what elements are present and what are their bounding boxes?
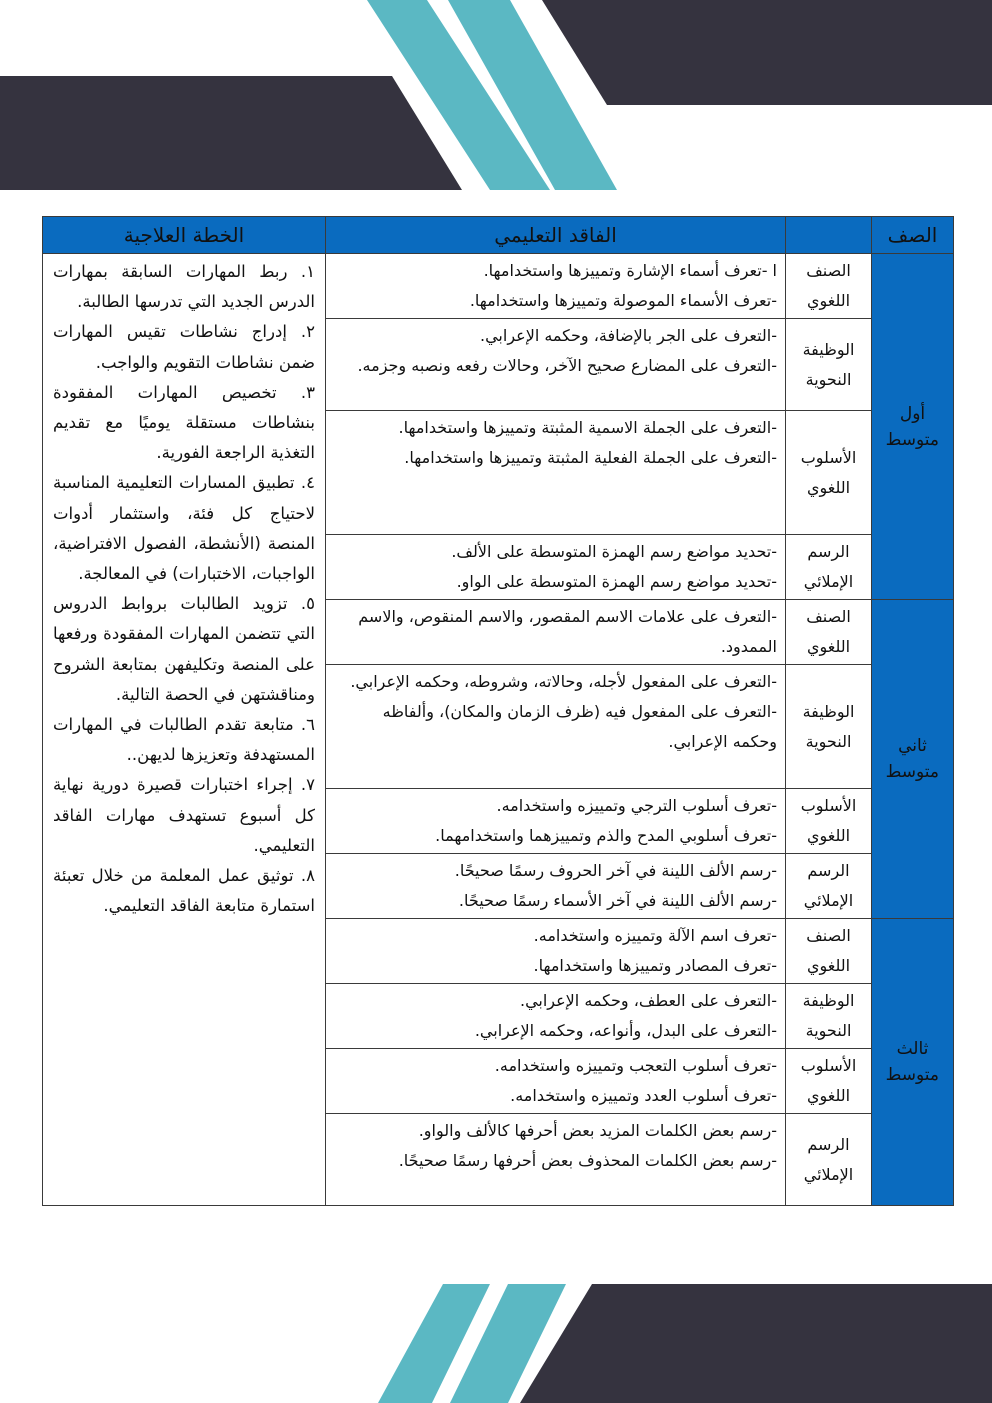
grade-cell: أول متوسط [872, 254, 954, 600]
plan-step: ٧. إجراء اختبارات قصيرة دورية نهاية كل أسبوع تستهدف مهارات الفاقد التعليمي. [53, 775, 315, 855]
loss-item: -رسم بعض الكلمات المزيد بعض أحرفها كالألف والواو. [418, 1121, 777, 1140]
plan-step: ٤. تطبيق المسارات التعليمية المناسبة لاحتياج كل فئة، واستثمار أدوات المنصة (الأنشطة، الفصول الافتراضية، الواجبات، الاختبارات) في المعالجة. [53, 473, 315, 584]
loss-item: -رسم الألف اللينة في آخر الأسماء رسمًا صحيحًا. [458, 891, 777, 910]
loss-item: -رسم بعض الكلمات المحذوف بعض أحرفها رسمًا صحيحًا. [398, 1151, 777, 1170]
remedial-plan-cell [43, 254, 326, 1206]
loss-item: -تعرف اسم الآلة وتمييزه واستخدامه. [533, 926, 777, 945]
loss-item: -تعرف أسلوبي المدح والذم وتمييزهما واستخدامهما. [435, 826, 777, 845]
learning-loss-cell [326, 319, 786, 411]
category-cell: الصنف اللغوي [786, 919, 872, 984]
loss-item: -تحديد مواضع رسم الهمزة المتوسطة على الواو. [456, 572, 777, 591]
learning-loss-cell [326, 254, 786, 319]
learning-loss-cell [326, 1049, 786, 1114]
category-cell: الرسم الإملائي [786, 535, 872, 600]
header-remedial-plan: الخطة العلاجية [43, 217, 326, 254]
category-cell: الوظيفة النحوية [786, 665, 872, 789]
learning-loss-cell [326, 789, 786, 854]
loss-item: -التعرف على الجر بالإضافة، وحكمه الإعرابي. [480, 326, 777, 345]
loss-item: -التعرف على العطف، وحكمه الإعرابي. [519, 991, 777, 1010]
plan-step: ١. ربط المهارات السابقة بمهارات الدرس الجديد التي تدرسها الطالبة. [53, 262, 315, 312]
top-teal-stripe-1 [367, 0, 550, 190]
loss-item: -تحديد مواضع رسم الهمزة المتوسطة على الألف. [451, 542, 777, 561]
plan-step: ٨. توثيق عمل المعلمة من خلال تعبئة استمارة متابعة الفاقد التعليمي. [53, 866, 315, 916]
loss-item: ا -تعرف أسماء الإشارة وتمييزها واستخدامها. [483, 261, 777, 280]
table-row [43, 254, 954, 319]
top-dark-band [0, 76, 462, 190]
learning-loss-cell [326, 984, 786, 1049]
learning-loss-table [42, 216, 954, 1206]
category-cell: الرسم الإملائي [786, 1114, 872, 1206]
category-cell: الأسلوب اللغوي [786, 789, 872, 854]
top-dark-corner [542, 0, 992, 105]
learning-loss-cell [326, 919, 786, 984]
category-cell: الأسلوب اللغوي [786, 411, 872, 535]
category-cell: الأسلوب اللغوي [786, 1049, 872, 1114]
loss-item: -التعرف على علامات الاسم المقصور، والاسم المنقوص، والاسم الممدود. [358, 607, 777, 656]
loss-item: -التعرف على المفعول لأجله، وحالاته، وشروطه، وحكمه الإعرابي. [350, 672, 777, 691]
loss-item: -رسم الألف اللينة في آخر الحروف رسمًا صحيحًا. [454, 861, 777, 880]
loss-item: -تعرف أسلوب الترجي وتمييزه واستخدامه. [496, 796, 777, 815]
learning-loss-cell [326, 600, 786, 665]
learning-loss-cell [326, 854, 786, 919]
plan-step: ٦. متابعة تقدم الطالبات في المهارات المستهدفة وتعزيزها لديهن.. [53, 715, 315, 765]
learning-loss-cell [326, 665, 786, 789]
bottom-dark-band [520, 1284, 992, 1403]
loss-item: -التعرف على الجملة الاسمية المثبتة وتمييزها واستخدامها. [398, 418, 777, 437]
category-cell: الوظيفة النحوية [786, 984, 872, 1049]
header-learning-loss: الفاقد التعليمي [326, 217, 786, 254]
learning-loss-cell [326, 535, 786, 600]
grade-cell: ثالث متوسط [872, 919, 954, 1206]
learning-loss-cell [326, 1114, 786, 1206]
loss-item: -تعرف المصادر وتمييزها واستخدامها. [533, 956, 777, 975]
plan-step: ٢. إدراج نشاطات تقيس المهارات ضمن نشاطات التقويم والواجب. [53, 322, 315, 372]
category-cell: الوظيفة النحوية [786, 319, 872, 411]
bottom-teal-stripe-2 [450, 1284, 566, 1403]
header-row [43, 217, 954, 254]
loss-item: -التعرف على المضارع صحيح الآخر، وحالات رفعه ونصبه وجزمه. [357, 356, 777, 375]
plan-step: ٣. تخصيص المهارات المفقودة بنشاطات مستقلة يوميًا مع تقديم التغذية الراجعة الفورية. [53, 382, 315, 463]
loss-item: -تعرف أسلوب التعجب وتمييزه واستخدامه. [494, 1056, 777, 1075]
loss-item: -تعرف الأسماء الموصولة وتمييزها واستخدامها. [469, 291, 777, 310]
loss-item: -التعرف على الجملة الفعلية المثبتة وتمييزها واستخدامها. [404, 448, 777, 467]
bottom-teal-stripe-1 [378, 1284, 490, 1403]
loss-item: -التعرف على المفعول فيه (ظرف الزمان والمكان)، وألفاظه وحكمه الإعرابي. [382, 702, 777, 751]
header-grade: الصف [872, 217, 954, 254]
learning-loss-cell [326, 411, 786, 535]
category-cell: الرسم الإملائي [786, 854, 872, 919]
loss-item: -تعرف أسلوب العدد وتمييزه واستخدامه. [510, 1086, 777, 1105]
loss-item: -التعرف على البدل، وأنواعه، وحكمه الإعرابي. [474, 1021, 777, 1040]
grade-cell: ثاني متوسط [872, 600, 954, 919]
header-empty [786, 217, 872, 254]
category-cell: الصنف اللغوي [786, 600, 872, 665]
category-cell: الصنف اللغوي [786, 254, 872, 319]
top-teal-stripe-2 [448, 0, 617, 190]
plan-step: ٥. تزويد الطالبات بروابط الدروس التي تتضمن المهارات المفقودة ورفعها على المنصة وتكليفهن بمتابعة الشروح ومناقشتهن في الحصة التالية. [53, 594, 315, 704]
